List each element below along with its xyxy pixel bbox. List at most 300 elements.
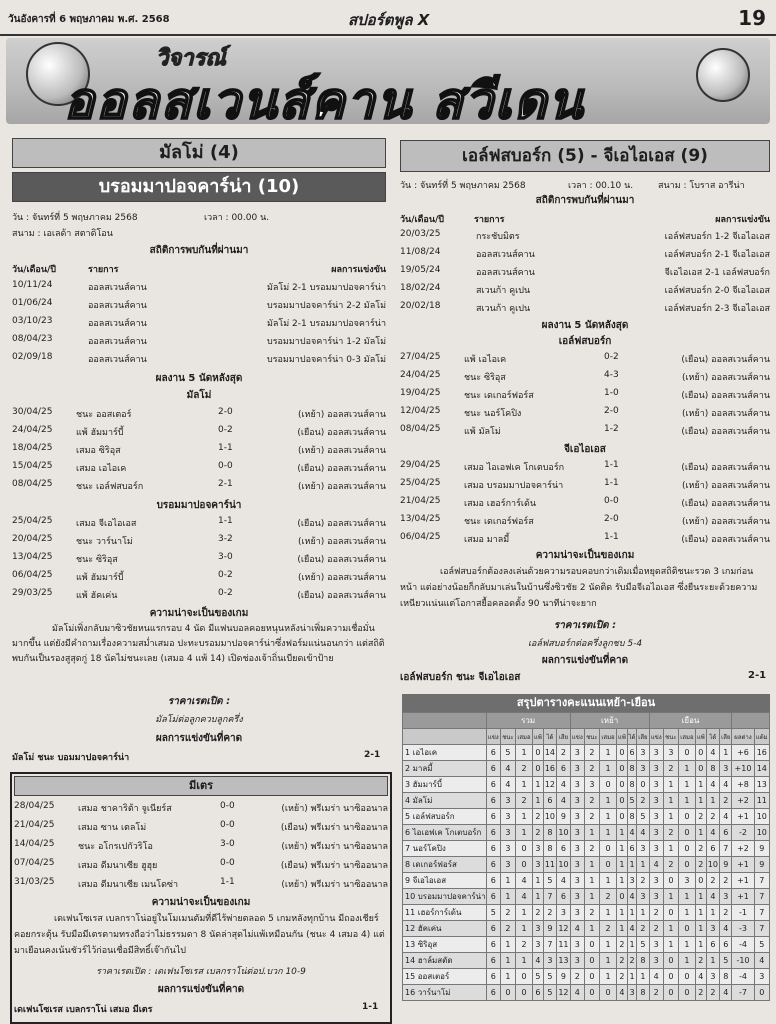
- standings-cell: 6: [486, 953, 500, 969]
- row-venue: (เยือน) ออลสเวนส์คาน: [297, 428, 386, 438]
- result-row: [400, 352, 770, 366]
- match1-predict-score: 2-1: [364, 750, 381, 760]
- row-date: 03/10/23: [12, 316, 53, 326]
- row-team: ชนะ ออสเตอร์: [76, 410, 132, 420]
- match1-away-header: บรอมมาปอจคาร์น่า (10): [12, 172, 386, 202]
- match2-analysis: เอล์ฟสบอร์กต้องลงเล่นด้วยความรอบคอบกว่าเดิมเมื่อหยุดสถิติชนะรวด 3 เกมก่อนหน้า แต่อย่างน้อยก็กลับมาเล่นในบ้านซึ่งซิวชัย 2 นัดติด รับมือจีเอไอเอส ซึ่งยืนระยะด้วยความเหนียวแน่นแต่โอกาสยื้อคลอดตั้ง 90 นาทีน่าจะยาก: [400, 567, 758, 609]
- standings-cell: 1: [599, 953, 616, 969]
- standings-cell: 1: [599, 905, 616, 921]
- row-team: ชนะ วาร์นาโม่: [76, 537, 133, 547]
- standings-cell: 1: [584, 873, 599, 889]
- row-date: 18/02/24: [400, 283, 441, 293]
- match2-venue: สนาม : โบราส อารีน่า: [658, 181, 745, 191]
- standings-team: 1 เอไอเค: [403, 745, 487, 761]
- standings-cell: 1: [678, 761, 695, 777]
- standings-team-header: [403, 729, 487, 745]
- standings-cell: 9: [754, 857, 769, 873]
- standings-cell: 1: [696, 905, 707, 921]
- standings-cell: 5: [500, 745, 515, 761]
- row-score: 1-2: [604, 424, 619, 434]
- standings-cell: 1: [696, 889, 707, 905]
- row-date: 02/09/18: [12, 352, 53, 362]
- standings-col-header: ชนะ: [584, 729, 599, 745]
- row-team: ชนะ อโกรเปกัวริโอ: [78, 842, 153, 852]
- standings-cell: 2: [663, 857, 678, 873]
- standings-cell: 1: [599, 793, 616, 809]
- standings-cell: 1: [696, 825, 707, 841]
- row-competition: ออลสเวนส์คาน: [476, 268, 535, 278]
- standings-team: 16 วาร์นาโม่: [403, 985, 487, 1001]
- standings-cell: 6: [720, 937, 732, 953]
- standings-cell: 5: [486, 905, 500, 921]
- standings-cell: 10: [557, 825, 570, 841]
- standings-cell: 1: [706, 953, 719, 969]
- standings-cell: 7: [754, 889, 769, 905]
- h2h-row: [12, 316, 386, 330]
- row-score: 1-1: [218, 443, 233, 453]
- match2-header: เอล์ฟสบอร์ก (5) - จีเอไอเอส (9): [400, 140, 770, 172]
- standings-cell: 2: [617, 969, 628, 985]
- standings-cell: 6: [706, 937, 719, 953]
- row-score: 1-1: [218, 516, 233, 526]
- row-date: 12/04/25: [400, 406, 441, 416]
- row-venue: (เยือน) ออลสเวนส์คาน: [681, 355, 770, 365]
- standings-team: 9 จีเอไอเอส: [403, 873, 487, 889]
- result-row: [12, 570, 386, 584]
- match2-home-name: เอล์ฟสบอร์ก: [558, 336, 612, 347]
- standings-col-header: ชนะ: [500, 729, 515, 745]
- standings-cell: 1: [515, 905, 532, 921]
- h2h-row: [400, 301, 770, 315]
- standings-table: [402, 712, 770, 1001]
- standings-cell: 2: [649, 985, 663, 1001]
- standings-cell: 1: [584, 825, 599, 841]
- standings-cell: 2: [720, 873, 732, 889]
- standings-group: เยือน: [649, 713, 732, 729]
- standings-team: 12 ฮัคเค่น: [403, 921, 487, 937]
- row-team: แพ้ ฮัมมาร์บี้: [76, 428, 124, 438]
- row-date: 18/04/25: [12, 443, 53, 453]
- standings-cell: 4: [500, 777, 515, 793]
- standings-cell: 1: [637, 857, 649, 873]
- h2h-row: [400, 265, 770, 279]
- row-result: บรอมมาปอจคาร์น่า 2-2 มัลโม่: [266, 301, 386, 311]
- standings-cell: 2: [706, 873, 719, 889]
- row-date: 25/04/25: [400, 478, 441, 488]
- standings-cell: 4: [720, 777, 732, 793]
- row-venue: (เหย้า) พรีเมร่า นาซิออนาล: [281, 880, 388, 890]
- standings-team: 6 ไอเอฟเค โกเตบอร์ก: [403, 825, 487, 841]
- standings-cell: 1: [696, 937, 707, 953]
- standings-cell: 1: [663, 889, 678, 905]
- standings-cell: +6: [732, 745, 754, 761]
- result-row: [400, 496, 770, 510]
- row-result: บรอมมาปอจคาร์น่า 1-2 มัลโม่: [266, 337, 386, 347]
- standings-col-header: ได้: [706, 729, 719, 745]
- standings-cell: 9: [754, 841, 769, 857]
- standings-cell: 3: [584, 777, 599, 793]
- standings-cell: 3: [543, 953, 556, 969]
- standings-cell: 1: [599, 873, 616, 889]
- row-score: 0-2: [218, 570, 233, 580]
- standings-cell: 2: [500, 921, 515, 937]
- standings-cell: 1: [515, 777, 532, 793]
- standings-cell: 1: [627, 905, 637, 921]
- standings-cell: 2: [617, 953, 628, 969]
- row-venue: (เหย้า) พรีเมร่า นาซิออนาล: [281, 804, 388, 814]
- standings-cell: 0: [637, 777, 649, 793]
- result-row: [400, 460, 770, 474]
- standings-cell: 0: [599, 857, 616, 873]
- standings-cell: 1: [515, 921, 532, 937]
- result-row: [14, 801, 388, 815]
- row-date: 24/04/25: [400, 370, 441, 380]
- result-row: [12, 588, 386, 602]
- standings-col-header: แข่ง: [570, 729, 584, 745]
- standings-cell: 6: [486, 841, 500, 857]
- row-score: 1-1: [604, 478, 619, 488]
- row-team: ชนะ ซิริอุส: [464, 373, 506, 383]
- row-team: เสมอ ซาน เตลโม่: [78, 823, 147, 833]
- standings-row: [403, 841, 770, 857]
- standings-cell: 3: [637, 889, 649, 905]
- standings-cell: 2: [617, 937, 628, 953]
- standings-cell: 3: [500, 825, 515, 841]
- standings-row: [403, 969, 770, 985]
- row-date: 27/04/25: [400, 352, 441, 362]
- standings-cell: 12: [557, 985, 570, 1001]
- standings-cell: -10: [732, 953, 754, 969]
- row-result: เอล์ฟสบอร์ก 2-0 จีเอไอเอส: [664, 286, 770, 296]
- standings-cell: 1: [515, 745, 532, 761]
- standings-cell: 2: [515, 793, 532, 809]
- result-row: [12, 534, 386, 548]
- standings-cell: +10: [732, 761, 754, 777]
- row-result: มัลโม่ 2-1 บรอมมาปอจคาร์น่า: [266, 283, 386, 293]
- standings-cell: 3: [649, 873, 663, 889]
- standings-cell: 3: [637, 745, 649, 761]
- standings-cell: 2: [706, 809, 719, 825]
- row-date: 29/04/25: [400, 460, 441, 470]
- standings-cell: 4: [649, 857, 663, 873]
- standings-cell: 14: [754, 761, 769, 777]
- standings-cell: 1: [533, 889, 544, 905]
- standings-cell: 4: [557, 777, 570, 793]
- standings-cell: 6: [486, 825, 500, 841]
- standings-cell: 6: [486, 761, 500, 777]
- result-row: [400, 406, 770, 420]
- standings-cell: 0: [617, 777, 628, 793]
- standings-cell: 4: [557, 873, 570, 889]
- result-row: [12, 407, 386, 421]
- standings-cell: 2: [696, 953, 707, 969]
- standings-cell: 1: [533, 777, 544, 793]
- row-date: 13/04/25: [400, 514, 441, 524]
- match2-analysis-title: ความน่าจะเป็นของเกม: [535, 550, 635, 561]
- standings-cell: 2: [663, 825, 678, 841]
- row-date: 20/02/18: [400, 301, 441, 311]
- standings-col-header: เสมอ: [599, 729, 616, 745]
- row-result: เอล์ฟสบอร์ก 2-3 จีเอไอเอส: [664, 304, 770, 314]
- standings-cell: 2: [696, 809, 707, 825]
- row-venue: (เยือน) ออลสเวนส์คาน: [681, 463, 770, 473]
- standings-cell: 3: [570, 809, 584, 825]
- standings-cell: 3: [663, 745, 678, 761]
- standings-cell: 1: [706, 793, 719, 809]
- standings-cell: 13: [754, 777, 769, 793]
- standings-cell: 1: [678, 793, 695, 809]
- standings-group-row: [403, 713, 770, 729]
- standings-cell: 3: [720, 761, 732, 777]
- row-venue: (เหย้า) ออลสเวนส์คาน: [297, 410, 386, 420]
- match1-last5-title: ผลงาน 5 นัดหลังสุด: [155, 373, 243, 384]
- standings-cell: 0: [663, 905, 678, 921]
- standings-cell: 1: [617, 841, 628, 857]
- h2h-row: [400, 247, 770, 261]
- standings-cell: 0: [584, 953, 599, 969]
- standings-cell: 3: [570, 841, 584, 857]
- standings-cell: 3: [649, 809, 663, 825]
- standings-cell: 2: [720, 905, 732, 921]
- match2-predict-score: 2-1: [748, 670, 767, 681]
- row-venue: (เยือน) ออลสเวนส์คาน: [297, 555, 386, 565]
- standings-cell: 3: [570, 889, 584, 905]
- standings-cell: 1: [599, 937, 616, 953]
- standings-cell: 1: [584, 921, 599, 937]
- standings-cell: +1: [732, 857, 754, 873]
- result-row: [400, 370, 770, 384]
- standings-cell: 6: [486, 777, 500, 793]
- standings-cell: 9: [720, 857, 732, 873]
- row-team: ชนะ เดเกอร์ฟอร์ส: [464, 517, 534, 527]
- row-score: 0-2: [218, 425, 233, 435]
- standings-cell: 1: [663, 841, 678, 857]
- standings-cell: +1: [732, 889, 754, 905]
- result-row: [14, 839, 388, 853]
- standings-cell: 4: [696, 969, 707, 985]
- standings-cell: 6: [486, 969, 500, 985]
- h2h-row: [12, 334, 386, 348]
- standings-cell: +1: [732, 809, 754, 825]
- row-score: 0-0: [220, 820, 235, 830]
- row-venue: (เยือน) พรีเมร่า นาซิออนาล: [280, 861, 388, 871]
- row-score: 1-1: [220, 877, 235, 887]
- standings-cell: 3: [533, 937, 544, 953]
- row-date: 07/04/25: [14, 858, 55, 868]
- standings-cell: 2: [584, 761, 599, 777]
- standings-cell: 0: [678, 969, 695, 985]
- match1-odds-title: ราคาเรตเปิด :: [167, 696, 231, 707]
- standings-cell: 3: [570, 793, 584, 809]
- h2h-row: [12, 298, 386, 312]
- row-date: 29/03/25: [12, 588, 53, 598]
- standings-cell: 5: [637, 937, 649, 953]
- row-date: 19/04/25: [400, 388, 441, 398]
- standings-cell: -4: [732, 969, 754, 985]
- standings-cell: 6: [720, 825, 732, 841]
- standings-cell: 10: [543, 809, 556, 825]
- row-venue: (เยือน) ออลสเวนส์คาน: [297, 591, 386, 601]
- standings-cell: -4: [732, 937, 754, 953]
- standings-cell: 1: [599, 761, 616, 777]
- standings-cell: 6: [486, 921, 500, 937]
- match1-predict-title: ผลการแข่งขันที่คาด: [155, 733, 243, 744]
- standings-cell: 6: [486, 985, 500, 1001]
- standings-cell: 0: [678, 745, 695, 761]
- standings-cell: 10: [706, 857, 719, 873]
- standings-cell: 8: [627, 809, 637, 825]
- standings-cell: 9: [543, 921, 556, 937]
- standings-cell: 6: [533, 985, 544, 1001]
- row-team: ชนะ เอล์ฟสบอร์ก: [76, 482, 144, 492]
- row-date: 15/04/25: [12, 461, 53, 471]
- row-date: 28/04/25: [14, 801, 55, 811]
- standings-cell: 0: [515, 857, 532, 873]
- standings-cell: 3: [570, 761, 584, 777]
- match1-odds: มัลโม่ต่อลูกควบลูกครึ่ง: [155, 715, 243, 725]
- standings-col-header: แต้ม: [754, 729, 769, 745]
- standings-cell: 2: [584, 905, 599, 921]
- col-result: ผลการแข่งขัน: [331, 265, 386, 275]
- standings-cell: 6: [627, 841, 637, 857]
- standings-cell: 10: [557, 857, 570, 873]
- standings-cell: 4: [500, 761, 515, 777]
- row-date: 30/04/25: [12, 407, 53, 417]
- friendly-predict-title: ผลการแข่งขันที่คาด: [157, 984, 245, 995]
- row-team: แพ้ เอไอเค: [464, 355, 507, 365]
- standings-cell: 7: [543, 937, 556, 953]
- standings-cell: 6: [486, 857, 500, 873]
- standings-cell: 8: [706, 761, 719, 777]
- row-score: 0-0: [218, 461, 233, 471]
- match1-venue: สนาม : เอเลด้า สตาดิโอน: [12, 229, 113, 239]
- standings-cell: 1: [627, 857, 637, 873]
- standings-cell: 0: [696, 873, 707, 889]
- standings-cell: 0: [663, 873, 678, 889]
- standings-cell: 5: [543, 969, 556, 985]
- standings-col-header: ได้: [627, 729, 637, 745]
- standings-cell: 6: [543, 793, 556, 809]
- standings-cell: 0: [515, 841, 532, 857]
- h2h-row: [12, 280, 386, 294]
- standings-cell: 3: [500, 841, 515, 857]
- match2-predict: เอล์ฟสบอร์ก ชนะ จีเอไอเอส: [400, 672, 521, 683]
- standings-cell: 3: [649, 889, 663, 905]
- row-team: เสมอ เอไอเค: [76, 464, 127, 474]
- match2-h2h-column-headers: [400, 212, 770, 226]
- standings-col-header: เสีย: [557, 729, 570, 745]
- standings-cell: +8: [732, 777, 754, 793]
- standings-cell: 1: [533, 873, 544, 889]
- standings-cell: 6: [486, 873, 500, 889]
- row-venue: (เยือน) พรีเมร่า นาซิออนาล: [280, 823, 388, 833]
- standings-cell: +2: [732, 841, 754, 857]
- standings-cell: 1: [663, 793, 678, 809]
- standings-cell: 0: [533, 761, 544, 777]
- row-team: เสมอ ชาคาริต้า จูเนียร์ส: [78, 804, 172, 814]
- standings-cell: 2: [637, 793, 649, 809]
- standings-cell: 1: [599, 745, 616, 761]
- standings-row: [403, 761, 770, 777]
- standings-cell: 0: [678, 809, 695, 825]
- result-row: [14, 877, 388, 891]
- row-date: 20/03/25: [400, 229, 441, 239]
- standings-cell: 3: [570, 937, 584, 953]
- standings-cell: 7: [754, 921, 769, 937]
- standings-team: 3 ฮัมมาร์บี้: [403, 777, 487, 793]
- row-score: 0-2: [604, 352, 619, 362]
- standings-cell: 3: [570, 873, 584, 889]
- standings-row: [403, 937, 770, 953]
- standings-cell: 2: [637, 873, 649, 889]
- row-result: บรอมมาปอจคาร์น่า 0-3 มัลโม่: [266, 355, 386, 365]
- standings-col-header: ผลต่าง: [732, 729, 754, 745]
- standings-cell: 2: [500, 905, 515, 921]
- standings-cell: 1: [627, 969, 637, 985]
- issue-date: วันอังคารที่ 6 พฤษภาคม พ.ศ. 2568: [8, 14, 170, 25]
- standings-cell: 3: [706, 969, 719, 985]
- standings-cell: 13: [557, 953, 570, 969]
- standings-cell: 1: [678, 937, 695, 953]
- standings-cell: 2: [533, 809, 544, 825]
- row-score: 4-3: [604, 370, 619, 380]
- match1-analysis: มัลโม่เพิ่งกลับมาซิวชัยหนแรกรอบ 4 นัด มีแฟนบอลคอยหนุนหลังน่าเพิ่มความเชื่อมั่นมากขึ้น แต่ยังมีคำถามเรื่องความสม่ำเสมอ ปะทะบรอมมาปอจคาร์น่าซึ่งฟอร์มแน่นอนกว่า แต่สถิติพบกันเป็นรองสูสุดกู่ 18 นัดไม่ชนะเลย (เสมอ 4 แพ้ 14) เปิดช่องเจ้าถิ่นเบียดเข้าป้าย: [12, 624, 385, 664]
- standings-cell: 2: [533, 825, 544, 841]
- standings-cell: 2: [696, 841, 707, 857]
- col-list: รายการ: [88, 265, 119, 275]
- standings-cell: 0: [584, 985, 599, 1001]
- standings-team: 15 ออสเตอร์: [403, 969, 487, 985]
- standings-cell: 1: [696, 793, 707, 809]
- row-venue: (เยือน) ออลสเวนส์คาน: [681, 427, 770, 437]
- result-row: [400, 388, 770, 402]
- standings-cell: 4: [617, 985, 628, 1001]
- standings-cell: 2: [637, 921, 649, 937]
- col-date: วัน/เดือน/ปี: [400, 215, 444, 225]
- standings-cell: 2: [584, 809, 599, 825]
- row-score: 3-2: [218, 534, 233, 544]
- standings-col-header: เสมอ: [515, 729, 532, 745]
- standings-cell: 0: [617, 761, 628, 777]
- row-date: 24/04/25: [12, 425, 53, 435]
- standings-row: [403, 777, 770, 793]
- row-date: 20/04/25: [12, 534, 53, 544]
- standings-cell: 4: [515, 889, 532, 905]
- standings-team: 4 มัลโม่: [403, 793, 487, 809]
- row-date: 13/04/25: [12, 552, 53, 562]
- standings-cell: 0: [663, 985, 678, 1001]
- standings-cell: 1: [663, 937, 678, 953]
- standings-cell: +2: [732, 793, 754, 809]
- standings-col-header: แพ้: [617, 729, 628, 745]
- standings-cell: 3: [754, 969, 769, 985]
- standings-cell: 11: [754, 793, 769, 809]
- standings-cell: 2: [570, 969, 584, 985]
- match2-predict-title: ผลการแข่งขันที่คาด: [541, 655, 629, 666]
- standings-cell: 4: [627, 921, 637, 937]
- standings-cell: 8: [543, 825, 556, 841]
- standings-col-header: แพ้: [696, 729, 707, 745]
- standings-cell: 4: [720, 985, 732, 1001]
- standings-cell: 0: [663, 969, 678, 985]
- row-date: 08/04/23: [12, 334, 53, 344]
- page-number: 19: [738, 6, 766, 30]
- standings-col-header: แข่ง: [486, 729, 500, 745]
- standings-cell: 6: [627, 745, 637, 761]
- row-venue: (เยือน) ออลสเวนส์คาน: [297, 464, 386, 474]
- row-score: 0-0: [220, 858, 235, 868]
- standings-cell: 16: [754, 745, 769, 761]
